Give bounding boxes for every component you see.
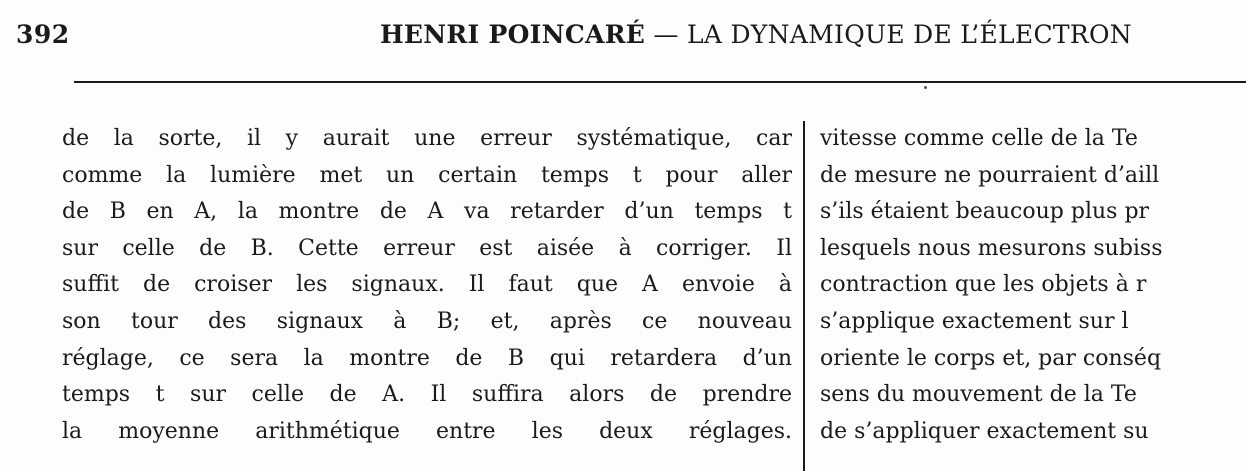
- left-column: [62, 121, 792, 450]
- header-rule: [74, 81, 1246, 83]
- text-line: de mesure ne pourraient d’aill: [820, 162, 1160, 188]
- running-head-author: HENRI POINCARÉ: [380, 20, 646, 49]
- text-line: s’applique exactement sur l: [820, 308, 1129, 334]
- text-line: temps t sur celle de A. Il suffira alors de prendre: [62, 382, 792, 408]
- text-line: de B en A, la montre de A va retarder d’un temps t: [62, 199, 792, 225]
- text-line: suffit de croiser les signaux. Il faut que A envoie à: [62, 272, 792, 298]
- text-line: réglage, ce sera la montre de B qui retardera d’un: [62, 345, 792, 371]
- print-speck: [924, 86, 927, 89]
- text-line: sur celle de B. Cette erreur est aisée à corriger. Il: [62, 235, 792, 261]
- text-line: sens du mouvement de la Te: [820, 382, 1137, 408]
- column-divider: [803, 121, 805, 471]
- text-line: comme la lumière met un certain temps t pour aller: [62, 162, 792, 188]
- running-head: [380, 20, 1132, 49]
- running-head-title: — LA DYNAMIQUE DE L’ÉLECTRON: [645, 20, 1132, 49]
- text-line: de s’appliquer exactement su: [820, 418, 1149, 444]
- page-number: 392: [16, 20, 70, 49]
- text-line: lesquels nous mesurons subiss: [820, 235, 1163, 261]
- text-line: son tour des signaux à B; et, après ce nouveau: [62, 308, 792, 334]
- right-column: [820, 121, 1246, 450]
- text-line: oriente le corps et, par conséq: [820, 345, 1162, 371]
- text-line: contraction que les objets à r: [820, 272, 1147, 298]
- text-line: s’ils étaient beaucoup plus pr: [820, 199, 1150, 225]
- text-line: de la sorte, il y aurait une erreur systématique, car: [62, 126, 792, 151]
- text-line: vitesse comme celle de la Te: [820, 126, 1138, 151]
- text-line: la moyenne arithmétique entre les deux réglages.: [62, 418, 792, 444]
